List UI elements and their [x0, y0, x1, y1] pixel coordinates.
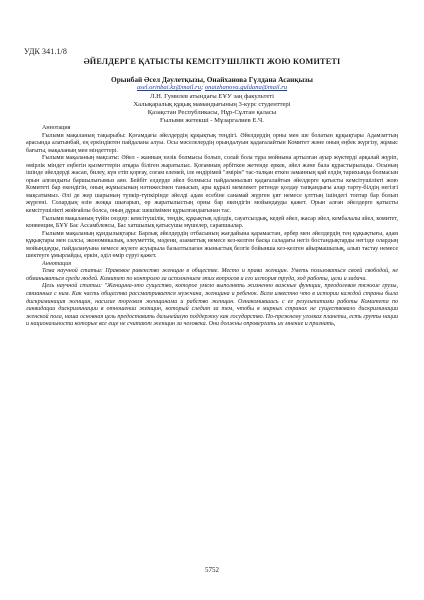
affiliation-block — [0, 93, 424, 125]
article-title: ӘЙЕЛДЕРГЕ ҚАТЫСТЫ КЕМСІТУШІЛІКТІ ЖОЮ КОМИТЕТІ — [83, 57, 341, 66]
affiliation-line: Л.Н. Гумилев атындағы ЕҰУ заң факультеті — [150, 93, 274, 100]
russian-annotation — [26, 261, 398, 329]
kz-goal-paragraph: Ғылыми мақаланың мақсаты: Әйел - жанның нәзік болмысы болып, солай бола тұра мойнына артылған ауыр жүктерді арқалай жүріп, өмірлік міндет еңбегін қызметтерін атқара біліген жаратылыс. Қоғамның әрбіткен жетенде еркек, әйел және бала құрастырылады. Осының ішінде әйелдерді жасап, билеу, күн етіп қорғау, соғам елемей, іле өндірімей "әмірін" тас-талқан еткен заманның қай елдің тарихында болмасын орын алғандығы баршылығымыз аян. Бейбіт елдерде әйел болмысы пайдаланылып қадағалайтын әйелдерге қатысты кемсітушілікті жою Комитеті бар екендігін, оның жұмысының нәтижесімен танысып, ары құралі мемлекет ретенде қолдау тапқандығы алар тарту-білдің негізгі мақсатымыз. Әлі де жер шарының түпкір-түпкірінде әйелді адам есебіне санамай жүрген ұят немесе ұлттың ішіндегі топтар бар болып жүргені. Солардың өзін жоққа шығарып, өр жаратылыстың орны бар екендігін мойындауды қажет. Орын алған әйелдерге қатысты кемсітушілікті жойғайлы болса, оның дұрыс шешімімен құрылғандығынан тас. — [26, 155, 398, 215]
affiliation-line: Қазақстан Республикасы, Нұр-Сұлтан қаласы — [147, 109, 277, 117]
annotation-label-kz: Аннотация — [42, 125, 71, 131]
page-number: 5752 — [205, 566, 219, 574]
article-body — [26, 125, 398, 329]
annotation-label-ru: Аннотация — [42, 260, 72, 267]
udk-code: УДК 341.1/8 — [24, 47, 67, 56]
ru-topic-paragraph: Тема научной статьи: Правовое равенство женщин в обществе. Место и права женщин. Уметь пользоваться своей свободой, не обманываться среди людей. Комитет по контролю за исполнением этих вопросов и его история труда, ход работы, цели и задачи. — [26, 268, 398, 282]
ru-goal-paragraph: Цель научной статьи: "Женщина-это существо, которое умело выполнять жизненно важные функции, преодолевая тяжкие грузы, связанные с ним. Как часть общества рассматривается мужчина, женщина и ребенок. Всем известно что в истории каждой страны была дискриминация женщин, насилие торговля женщинами и рабство женщин. Ознакомившись с ее результатами работы Комитета по ликвидации дискриминации в отношении женщин, который следит за тем, чтобы в мирных странах не существовало дискриминации женской пола, наша основная цель предоставить дальнейшую поддержку как государство. По-прежнему уголках планеты, есть группы нации и национальности которые все еще не считают женщин за человека. Они должны опровергать их мнение и признать, — [26, 283, 398, 328]
kz-topic-paragraph: Ғылыми мақаланың тақырыбы: Қоғамдағы әйелдердің құқықтық теңдігі. Әйелдердің орны мен ше болатын құқықтары Адамзаттың арасында алатынбай, ең еркіндіктен пайдалана алуы. Осы мәселелердің орындалуын қадағалайтын Комитет және оның еңбек жүргізу, жұмыс бағыты, мақаланың мен міндеттері. — [26, 132, 398, 154]
affiliation-line: Халықаралық құқық мамандығының 3-курс студенттері — [133, 101, 291, 109]
kz-values-paragraph: Ғылыми мақаланың құндылықтары: Барлық әйелдердің отбасының жағдайына қарамастан, әрбер мен әйелдердің тең құқықтығы, адам құқықтары мен салсы, экономикалық, әлеуметтік, мәдени, азаматтық немесе кез-келген басқа саладағы негіз бостандықтарды негізде олардың мойындауды, пайдалануына немесе жүзеге асуырыла базылтылаған жыныстық белгіе бойынша кез-келген айырмашылық, алып тастау немесе шектеуге ұмырлайды, еркін, әділ өмір сүруі қажет. — [26, 230, 398, 260]
kz-keywords-paragraph: Ғылыми мақаланың түйін сөздер: кемсітушілік, теңдік, құқықтық әділдік, сауатсыздық, кедей әйел, жасар әйел, кембалалы әйел, комитет, конвенция, БҰҰ Бас Ассамблеясы, Бас хатшылық қатысушы мүшелер, сарапшылар. — [26, 215, 398, 230]
supervisor-line: Ғылыми жетекші - Мұзаргалиев Е.Ч. — [160, 117, 264, 125]
email-link-2[interactable]: onaizhanova.guldana@mail.ru — [204, 84, 288, 91]
author-emails — [0, 84, 424, 91]
email-link-1[interactable]: asel.orinbai.kz@mail.ru — [136, 84, 201, 91]
email-separator: ; — [201, 84, 205, 91]
authors: Орынбай Әсел Дәулетқызы, Онайханова Гүлдана Асанқызы — [111, 75, 313, 84]
